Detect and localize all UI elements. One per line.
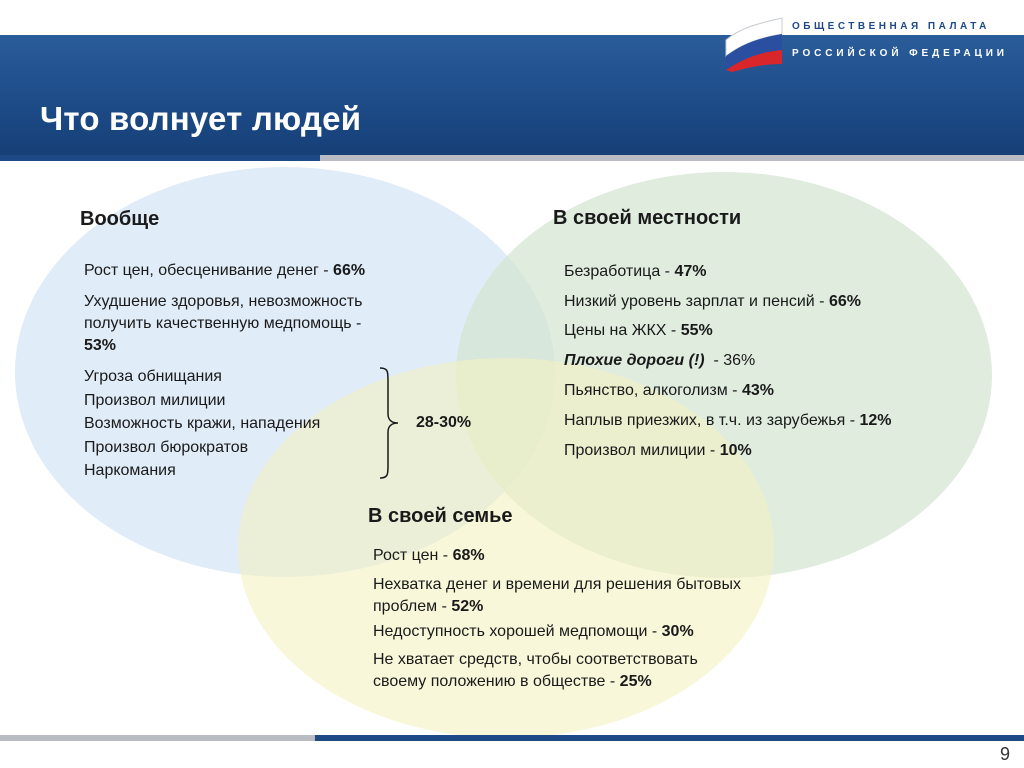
family-item: Недоступность хорошей медпомощи - 30% — [373, 623, 694, 640]
organization-name-line2: РОССИЙСКОЙ ФЕДЕРАЦИИ — [792, 48, 1008, 59]
general-item: Рост цен, обесценивание денег - 66% — [84, 262, 366, 279]
family-item: Нехватка денег и времени для решения бытовых проблем - 52% — [373, 576, 741, 615]
general-group-item: Произвол милиции — [84, 392, 226, 409]
local-item: Пьянство, алкоголизм - 43% — [564, 382, 774, 399]
local-item: Цены на ЖКХ - 55% — [564, 322, 713, 339]
general-group-item: Угроза обнищания — [84, 368, 222, 385]
slide-title: Что волнует людей — [40, 100, 362, 137]
local-item: Низкий уровень зарплат и пенсий - 66% — [564, 293, 861, 310]
local-item: Произвол милиции - 10% — [564, 442, 752, 459]
local-item: Плохие дороги (!) - 36% — [564, 352, 756, 369]
general-item: Ухудшение здоровья, невозможность получить качественную медпомощь - 53% — [84, 293, 363, 354]
page-number: 9 — [999, 744, 1010, 764]
general-group-item: Произвол бюрократов — [84, 439, 249, 456]
local-item: Наплыв приезжих, в т.ч. из зарубежья - 12% — [564, 412, 892, 429]
section-title-general: Вообще — [80, 208, 160, 230]
section-title-local: В своей местности — [553, 207, 742, 229]
local-item: Безработица - 47% — [564, 263, 707, 280]
general-group-item: Возможность кражи, нападения — [84, 415, 321, 432]
footer-bar-left — [0, 735, 315, 741]
general-group-item: Наркомания — [84, 462, 176, 479]
organization-name-line1: ОБЩЕСТВЕННАЯ ПАЛАТА — [792, 21, 990, 32]
right-brace-icon — [378, 366, 402, 480]
family-item: Рост цен - 68% — [373, 547, 485, 564]
family-item: Не хватает средств, чтобы соответствовать своему положению в обществе - 25% — [373, 651, 698, 690]
section-title-family: В своей семье — [368, 505, 513, 527]
grouped-range-value: 28-30% — [416, 414, 472, 431]
russian-flag-logo-icon — [722, 14, 786, 72]
footer-bar-right — [315, 735, 1024, 741]
